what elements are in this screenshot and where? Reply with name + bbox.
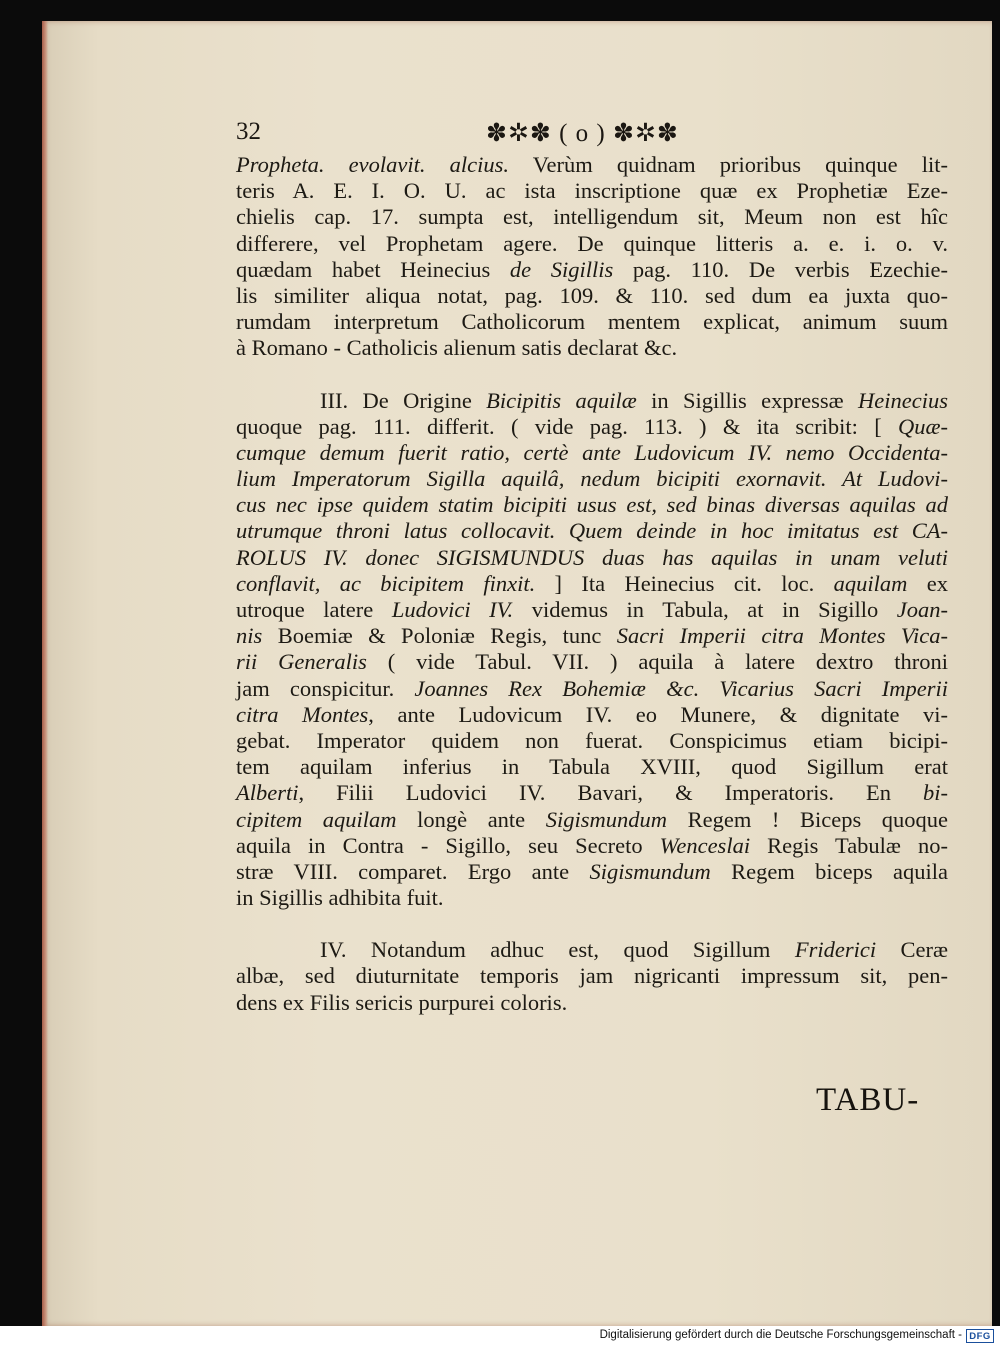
text-line [236,807,948,833]
text-line [236,440,948,466]
text-line [236,545,948,571]
text-segment: Verùm quidnam prioribus quinque lit- [509,152,948,177]
text-segment: aquila in Contra - Sigillo, seu Secreto [236,832,660,858]
italic-segment: citra Montes [236,701,369,727]
text-segment: dens ex Filis sericis purpurei coloris. [236,989,568,1015]
text-line [236,178,948,204]
italic-segment: ROLUS IV. donec SIGISMUNDUS duas has aquilas in unam veluti [236,544,948,570]
text-segment: Regem ! Biceps quoque [667,806,949,832]
italic-segment: Propheta. evolavit. alcius. [236,152,510,177]
text-segment: tem aquilam inferius in Tabula XVIII, quod Sigillum erat [236,754,948,780]
text-line [236,885,948,911]
text-line [236,754,948,780]
paragraph-gap [236,911,948,937]
text-segment: , Filii Ludovici IV. Bavari, & Imperatoris. En [298,780,923,806]
paragraph-p1 [236,152,948,362]
text-segment: à Romano - Catholicis alienum satis declarat &c. [236,335,678,361]
text-segment: III. De Origine [320,387,487,413]
paragraph-gap [236,362,948,388]
text-segment: videmus in Tabula, at in Sigillo [513,597,897,622]
text-segment: ex [907,570,948,596]
text-segment: gebat. Imperator quidem non fuerat. Conspicimus etiam bicipi- [236,727,948,753]
italic-segment: aquilam [833,570,908,596]
italic-segment: nis [236,623,263,649]
text-line [236,309,948,335]
text-line [236,649,948,675]
text-line [236,518,948,544]
text-segment: in Sigillis expressæ [636,387,859,413]
text-segment: utroque latere [236,597,392,622]
text-line [236,335,948,361]
text-segment: ( vide Tabul. VII. ) aquila à latere dextro throni [366,649,949,675]
text-line [236,466,948,492]
text-segment: lis similiter aliqua notat, pag. 109. & 110. sed dum ea juxta quo- [236,282,948,308]
italic-segment: cumque demum fuerit ratio, certè ante Ludovicum IV. nemo Occidenta- [236,439,948,465]
italic-segment: cipitem aquilam [236,806,397,832]
footer-credit: Digitalisierung gefördert durch die Deutsche Forschungsgemeinschaft - [599,1329,962,1341]
text-line [236,963,948,989]
text-line [236,623,948,649]
italic-segment: Friderici [794,937,877,963]
text-line [236,859,948,885]
text-segment: Boemiæ & Poloniæ Regis, tunc [262,623,617,649]
text-line [236,152,948,178]
text-segment: chielis cap. 17. sumpta est, intelligendum sit, Meum non est hîc [236,204,948,230]
text-segment: Regis Tabulæ no- [750,832,948,858]
text-line [236,283,948,309]
italic-segment: rii Generalis [236,649,367,675]
catchword: TABU- [816,1082,920,1118]
text-line [236,492,948,518]
text-segment: differere, vel Prophetam agere. De quinque litteris a. e. i. o. v. [236,230,948,256]
ornament-left: ✽✲✽ [486,120,552,147]
italic-segment: utrumque throni latus collocavit. Quem deinde in hoc imitatus est CA- [236,518,948,544]
italic-segment: Alberti [236,780,299,806]
text-segment: ] Ita Heinecius cit. loc. [535,570,834,596]
text-line [236,257,948,283]
italic-segment: Quæ- [898,413,948,439]
running-head [236,118,946,154]
text-segment: teris A. E. I. O. U. ac ista inscriptione quæ ex Prophetiæ Eze- [236,178,948,204]
paragraph-p2 [236,388,948,912]
text-line [236,676,948,702]
text-line [236,571,948,597]
italic-segment: Ludovici IV. [391,597,514,622]
italic-segment: bi- [923,780,948,806]
text-segment: Ceræ [876,937,948,963]
dfg-logo: DFG [966,1329,994,1343]
italic-segment: lium Imperatorum Sigilla aquilâ, nedum bicipiti exornavit. At Ludovi- [236,466,948,492]
text-line [236,702,948,728]
text-segment: albæ, sed diuturnitate temporis jam nigricanti impressum sit, pen- [236,963,948,989]
text-line [236,833,948,859]
text-line [236,728,948,754]
paragraph-p3 [236,937,948,1016]
text-line [236,204,948,230]
italic-segment: Heinecius [858,387,948,413]
text-segment: jam conspicitur. [236,675,415,701]
text-line [236,937,948,963]
italic-segment: Joan- [896,597,949,622]
text-segment: stræ VIII. comparet. Ergo ante [236,858,590,884]
text-segment: pag. 110. De verbis Ezechie- [613,256,949,282]
header-ornament [486,118,679,148]
text-line [236,780,948,806]
italic-segment: Joannes Rex Bohemiæ &c. Vicarius Sacri Imperii [414,675,948,701]
text-segment: IV. Notandum adhuc est, quod Sigillum [320,937,795,963]
text-segment: in Sigillis adhibita fuit. [236,885,444,911]
ornament-center: ( o ) [559,120,606,147]
text-line [236,231,948,257]
digitization-footer [0,1326,1000,1347]
italic-segment: conflavit, ac bicipitem finxit. [236,570,536,596]
text-segment: quoque pag. 111. differit. ( vide pag. 113. ) & ita scribit: [ [236,413,898,439]
text-segment: rumdam interpretum Catholicorum mentem explicat, animum suum [236,309,948,335]
page-edge-red [42,21,48,1326]
text-segment: Regem biceps aquila [710,858,948,884]
text-segment: longè ante [396,806,546,832]
italic-segment: Wenceslai [659,832,751,858]
italic-segment: Bicipitis aquilæ [486,387,637,413]
body-text [236,152,948,1016]
italic-segment: de Sigillis [509,256,614,282]
italic-segment: cus nec ipse quidem statim bicipiti usus est, sed binas diversas aquilas ad [236,492,948,518]
text-line [236,388,948,414]
italic-segment: Sigismundum [545,806,668,832]
italic-segment: Sigismundum [589,858,711,884]
page-number: 32 [236,118,261,145]
italic-segment: Sacri Imperii citra Montes Vica- [616,623,948,649]
text-line [236,990,948,1016]
ornament-right: ✽✲✽ [613,120,679,147]
text-segment: quædam habet Heinecius [236,256,510,282]
text-line [236,597,948,623]
text-line [236,414,948,440]
text-segment: , ante Ludovicum IV. eo Munere, & dignitate vi- [368,701,948,727]
